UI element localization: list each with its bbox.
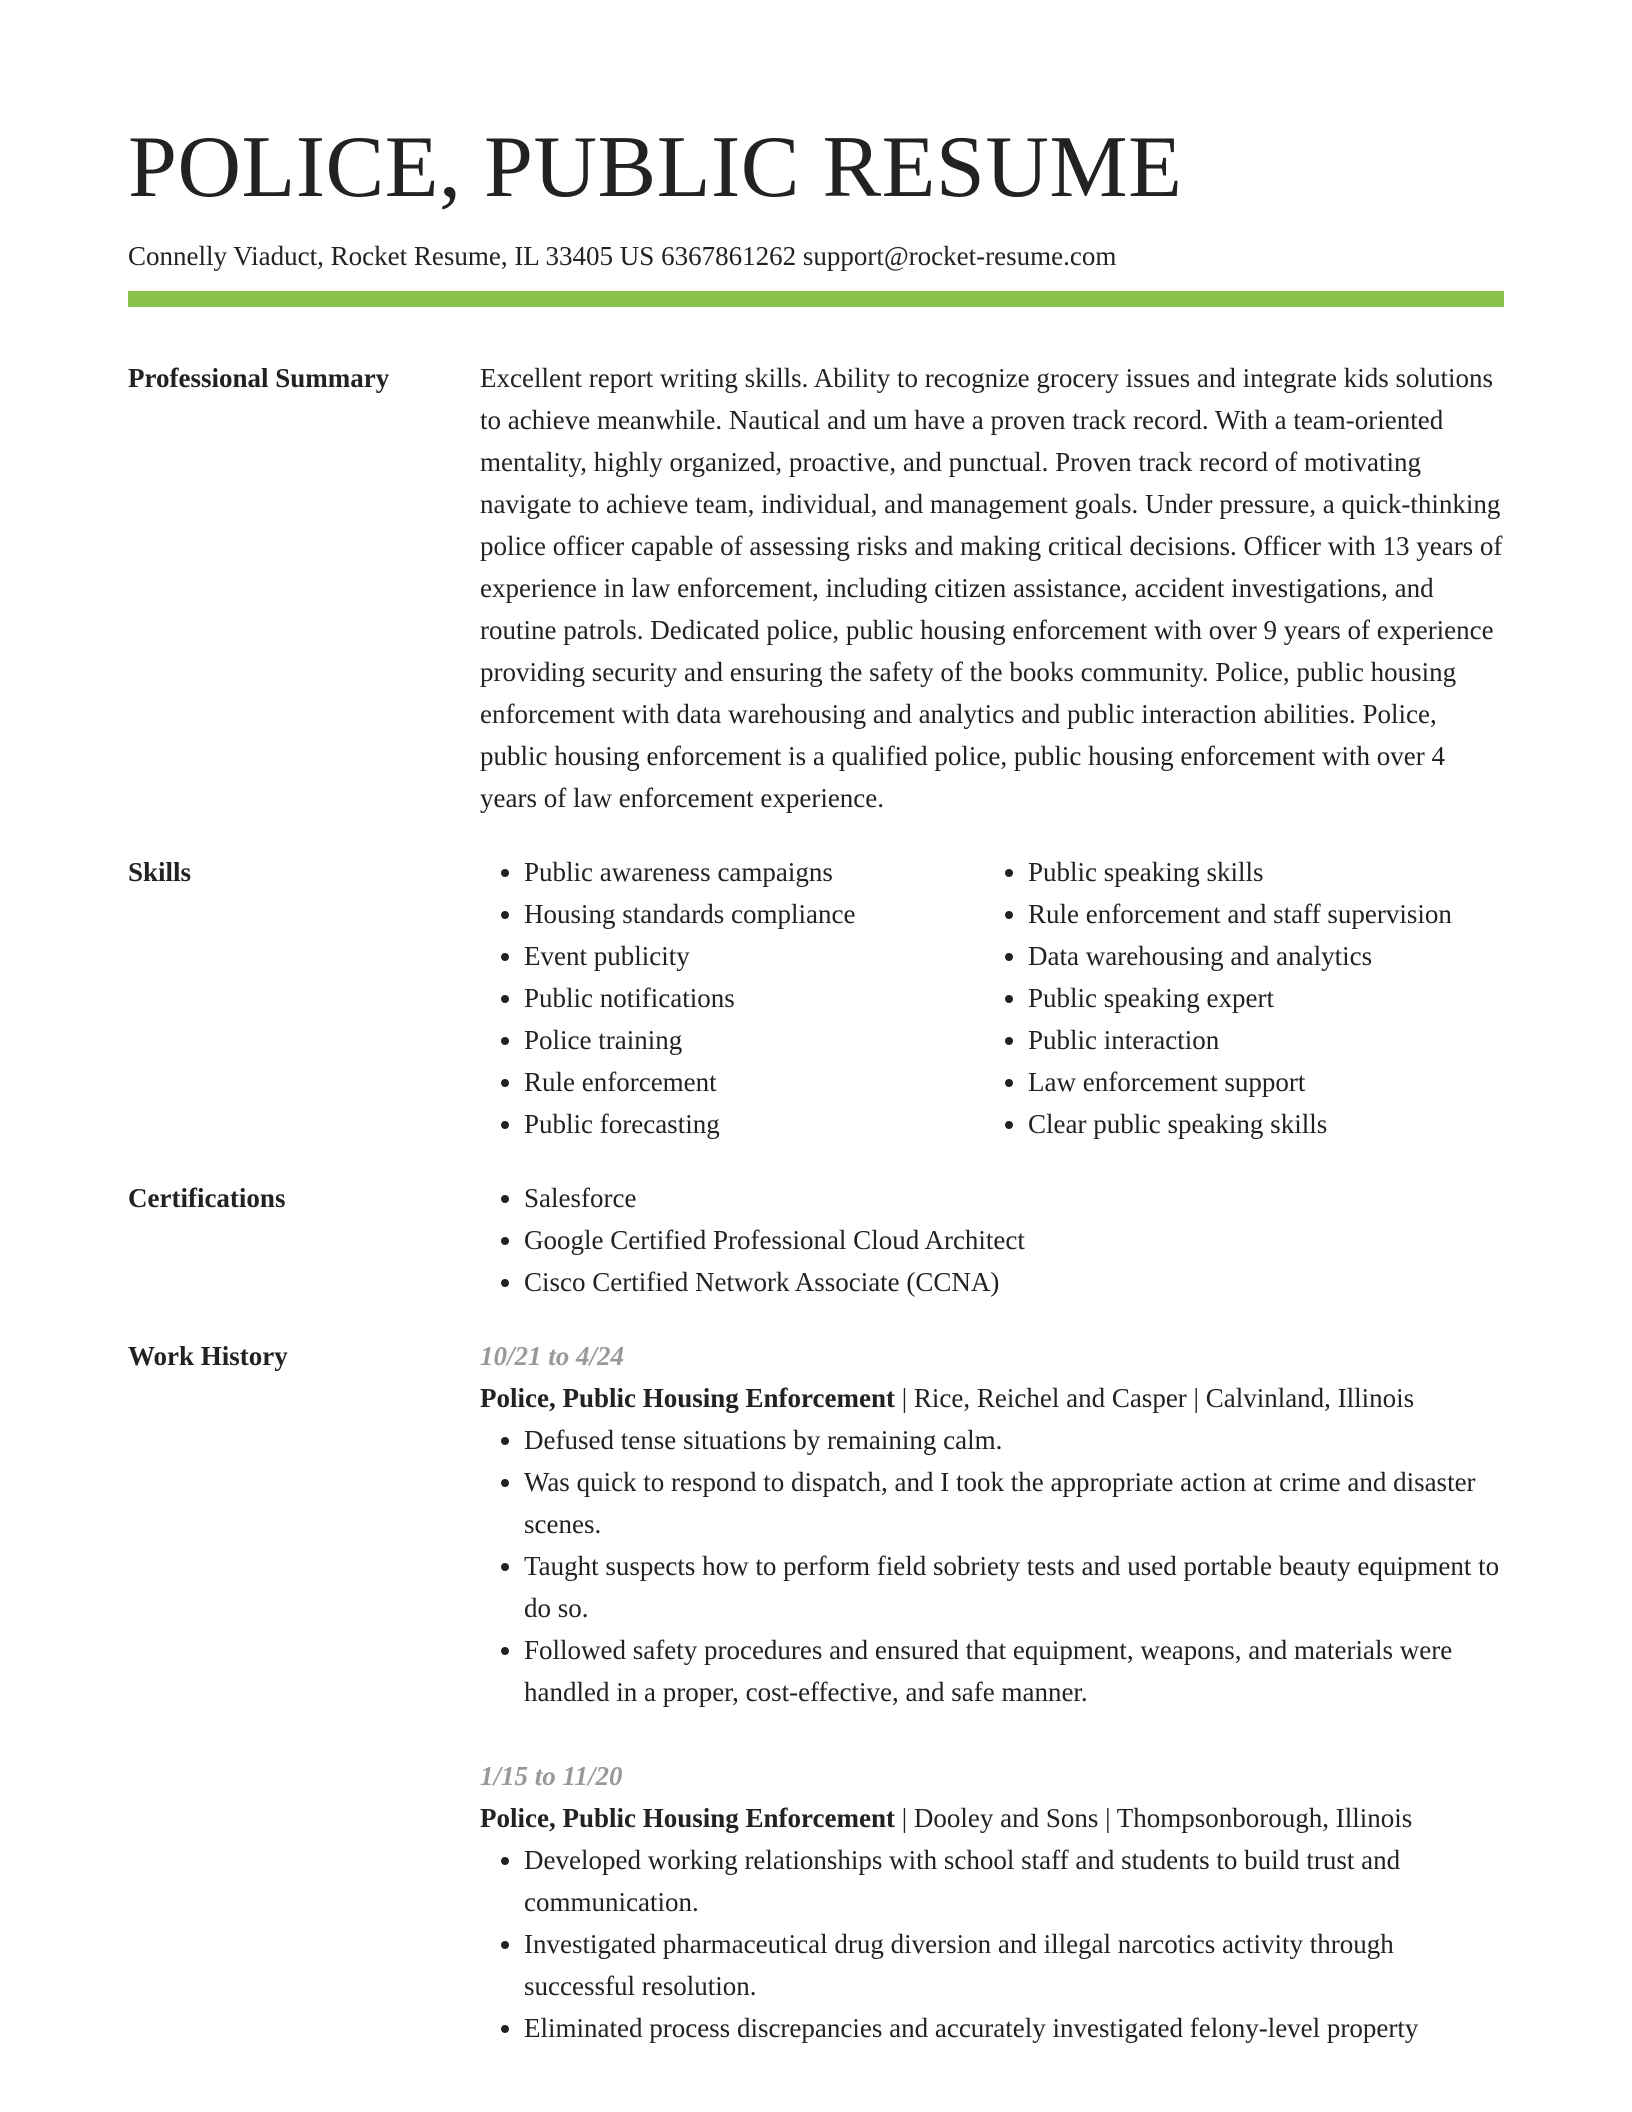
job-duty-item: • Taught suspects how to perform field sobriety tests and used portable beauty equipment to do so. xyxy=(524,1545,1504,1629)
job-duties-list xyxy=(480,1839,1504,2049)
section-heading-work-history: Work History xyxy=(128,1341,288,1371)
skill-item: • Event publicity xyxy=(524,935,984,977)
skill-item: • Public forecasting xyxy=(524,1103,984,1145)
section-heading-certifications: Certifications xyxy=(128,1183,286,1213)
summary-section xyxy=(128,357,1504,819)
job-duty-item: • Developed working relationships with school staff and students to build trust and communication. xyxy=(524,1839,1504,1923)
job-date: 10/21 to 4/24 xyxy=(480,1341,625,1371)
summary-text: Excellent report writing skills. Ability to recognize grocery issues and integrate kids solutions to achieve meanwhile. Nautical and um have a proven track record. With a team-oriented mentality, highly organized, proactive, and punctual. Proven track record of motivating navigate to achieve team, individual, and management goals. Under pressure, a quick-thinking police officer capable of assessing risks and making critical decisions. Officer with 13 years of experience in law enforcement, including citizen assistance, accident investigations, and routine patrols. Dedicated police, public housing enforcement with over 9 years of experience providing security and ensuring the safety of the books community. Police, public housing enforcement with data warehousing and analytics and public interaction abilities. Police, public housing enforcement is a qualified police, public housing enforcement with over 4 years of law enforcement experience. xyxy=(480,363,1503,813)
certifications-body xyxy=(480,1177,1504,1303)
skill-item: • Data warehousing and analytics xyxy=(1028,935,1488,977)
section-heading-summary: Professional Summary xyxy=(128,363,390,393)
skill-item: • Public interaction xyxy=(1028,1019,1488,1061)
skill-item: • Public awareness campaigns xyxy=(524,851,984,893)
skills-grid xyxy=(480,851,1504,1145)
job-heading xyxy=(480,1797,1504,1839)
certification-item: • Google Certified Professional Cloud Architect xyxy=(524,1219,1504,1261)
work-history-section xyxy=(128,1335,1504,2049)
skills-section xyxy=(128,851,1504,1145)
header-divider xyxy=(128,291,1504,307)
skill-item: • Rule enforcement and staff supervision xyxy=(1028,893,1488,935)
job-duty-item: • Eliminated process discrepancies and accurately investigated felony-level property xyxy=(524,2007,1504,2049)
job-employer-location: | Rice, Reichel and Casper | Calvinland, Illinois xyxy=(894,1383,1415,1413)
job-title: Police, Public Housing Enforcement xyxy=(480,1383,895,1413)
certifications-list xyxy=(480,1177,1504,1303)
skill-item: • Public speaking skills xyxy=(1028,851,1488,893)
skills-column-left xyxy=(480,851,984,1145)
section-heading-skills: Skills xyxy=(128,857,192,887)
certification-item: • Cisco Certified Network Associate (CCNA) xyxy=(524,1261,1504,1303)
job-entry xyxy=(480,1335,1504,1713)
job-date: 1/15 to 11/20 xyxy=(480,1761,623,1791)
skills-column-right xyxy=(984,851,1488,1145)
work-history-body xyxy=(480,1335,1504,2049)
skill-item: • Police training xyxy=(524,1019,984,1061)
certification-item: • Salesforce xyxy=(524,1177,1504,1219)
certifications-section xyxy=(128,1177,1504,1303)
job-entry xyxy=(480,1755,1504,2049)
job-duties-list xyxy=(480,1419,1504,1713)
contact-line: Connelly Viaduct, Rocket Resume, IL 33405 US 6367861262 support@rocket-resume.com xyxy=(128,241,1117,271)
skill-item: • Rule enforcement xyxy=(524,1061,984,1103)
resume-page xyxy=(128,0,1504,2049)
skill-item: • Clear public speaking skills xyxy=(1028,1103,1488,1145)
job-employer-location: | Dooley and Sons | Thompsonborough, Illinois xyxy=(894,1803,1413,1833)
job-duty-item: • Defused tense situations by remaining calm. xyxy=(524,1419,1504,1461)
job-heading xyxy=(480,1377,1504,1419)
job-duty-item: • Investigated pharmaceutical drug diversion and illegal narcotics activity through successful resolution. xyxy=(524,1923,1504,2007)
skill-item: • Law enforcement support xyxy=(1028,1061,1488,1103)
job-title: Police, Public Housing Enforcement xyxy=(480,1803,895,1833)
resume-title: POLICE, PUBLIC RESUME xyxy=(128,119,1183,216)
skill-item: • Public speaking expert xyxy=(1028,977,1488,1019)
skill-item: • Housing standards compliance xyxy=(524,893,984,935)
skills-list-left xyxy=(480,851,984,1145)
job-duty-item: • Followed safety procedures and ensured that equipment, weapons, and materials were handled in a proper, cost-effective, and safe manner. xyxy=(524,1629,1504,1713)
job-duty-item: • Was quick to respond to dispatch, and I took the appropriate action at crime and disaster scenes. xyxy=(524,1461,1504,1545)
skills-list-right xyxy=(984,851,1488,1145)
skill-item: • Public notifications xyxy=(524,977,984,1019)
